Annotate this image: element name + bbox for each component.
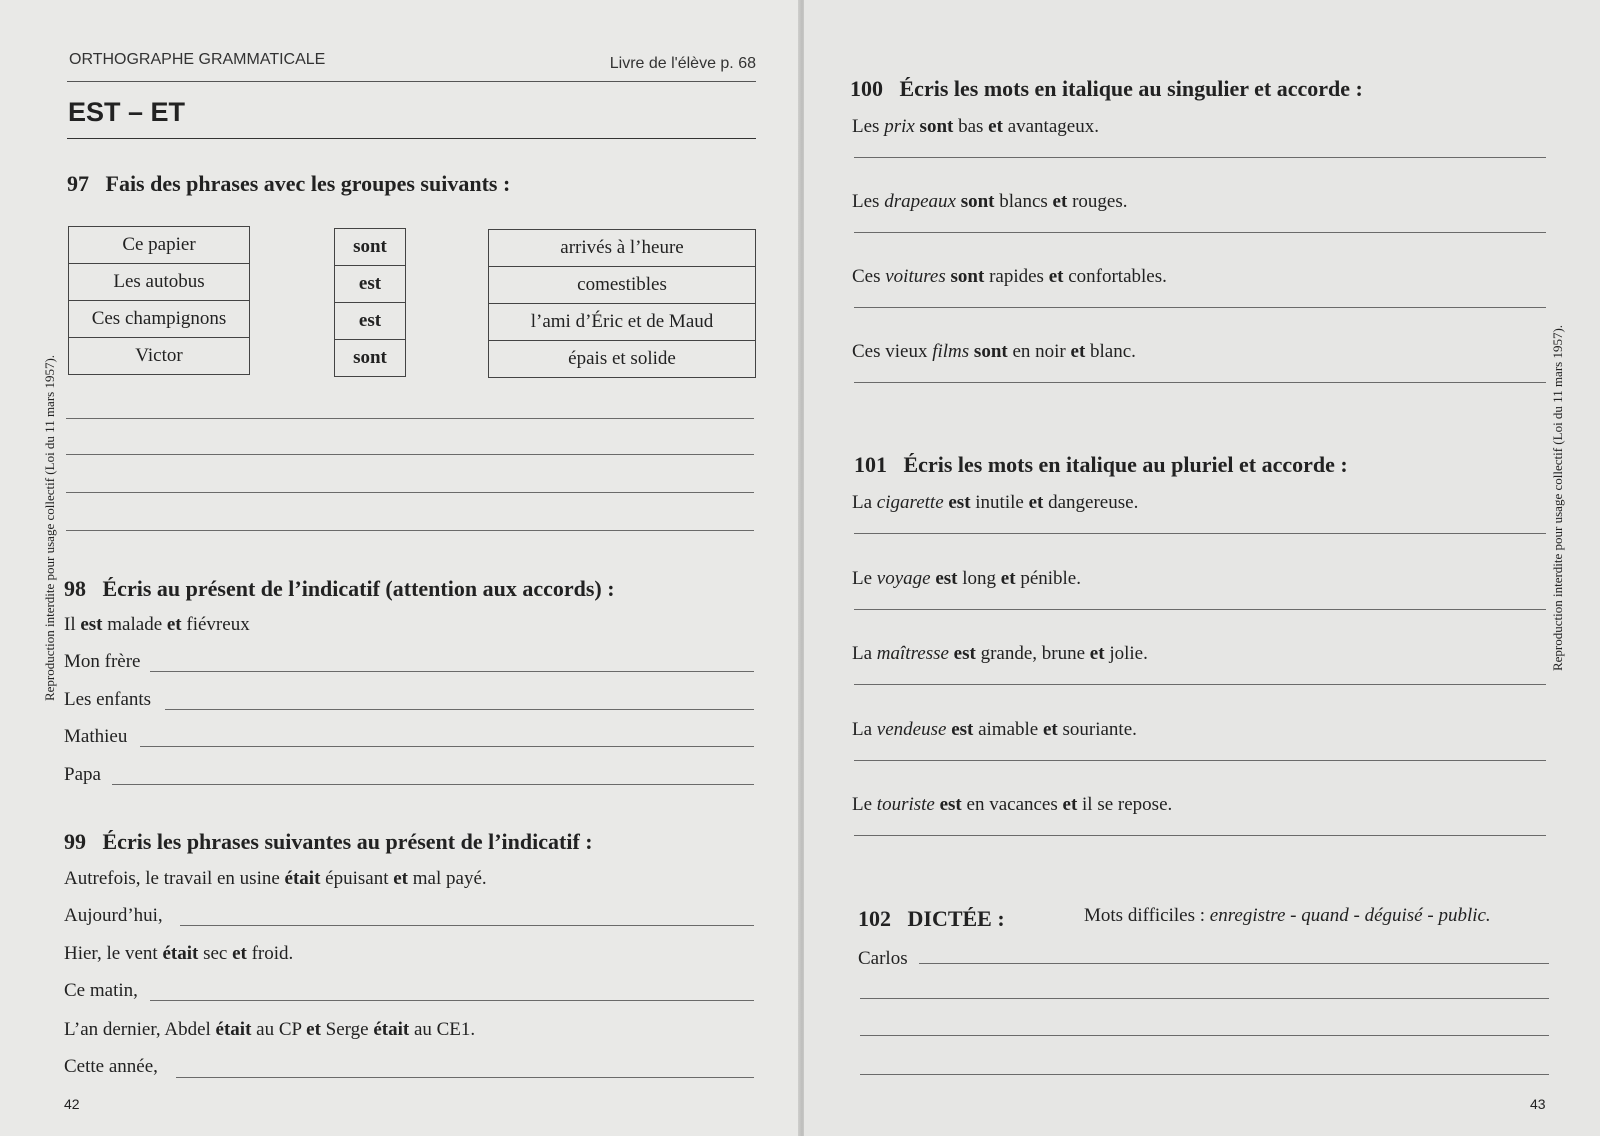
text-segment: Ces vieux xyxy=(852,341,933,362)
text-segment: sec xyxy=(198,943,233,964)
italic-word: voyage xyxy=(876,567,931,589)
text-segment: rouges. xyxy=(1067,191,1128,212)
text-segment: La xyxy=(852,643,877,664)
bold-word: sont xyxy=(919,116,954,137)
answer-line[interactable] xyxy=(919,963,1549,964)
answer-line[interactable] xyxy=(66,454,754,455)
sentence xyxy=(64,868,487,890)
answer-line[interactable] xyxy=(66,530,754,531)
sentence xyxy=(852,341,1136,363)
subject-cell: Ce papier xyxy=(69,227,249,264)
right-page xyxy=(804,0,1600,1136)
answer-line[interactable] xyxy=(66,492,754,493)
bold-word: était xyxy=(373,1019,410,1040)
bold-word: était xyxy=(215,1019,252,1040)
text-segment: confortables. xyxy=(1063,266,1167,287)
verb-cell: sont xyxy=(335,229,405,266)
answer-line[interactable] xyxy=(860,1074,1549,1075)
exercise-97-heading: 97 Fais des phrases avec les groupes suivants : xyxy=(67,171,511,196)
text-segment: bas xyxy=(953,116,989,137)
copyright-notice: Reproduction interdite pour usage collectif (Loi du 11 mars 1957). xyxy=(1550,324,1565,672)
copyright-notice: Reproduction interdite pour usage collectif (Loi du 11 mars 1957). xyxy=(42,354,57,702)
answer-line[interactable] xyxy=(854,232,1546,233)
text-segment: jolie. xyxy=(1104,643,1148,664)
verbs-box xyxy=(334,228,406,377)
text-segment: fiévreux xyxy=(181,614,250,635)
answer-line[interactable] xyxy=(854,835,1546,836)
page-number: 42 xyxy=(64,1096,80,1112)
prompt: Les enfants xyxy=(64,688,152,710)
sentence xyxy=(64,1019,475,1041)
text-segment: pénible. xyxy=(1015,567,1081,589)
text-segment: L’an dernier, Abdel xyxy=(64,1019,216,1040)
answer-line[interactable] xyxy=(180,925,754,926)
italic-word: cigarette xyxy=(876,492,944,513)
verb-cell: est xyxy=(335,303,405,340)
bold-word: sont xyxy=(960,191,995,212)
bold-word: et xyxy=(1028,492,1044,513)
complements-box xyxy=(488,229,756,378)
subject-cell: Victor xyxy=(135,345,183,366)
answer-line[interactable] xyxy=(150,1000,754,1001)
subject-cell: Ces champignons xyxy=(69,301,249,338)
bold-word: et xyxy=(1052,191,1068,212)
answer-line[interactable] xyxy=(854,307,1546,308)
complement-cell: arrivés à l’heure xyxy=(489,230,755,267)
text-segment: dangereuse. xyxy=(1043,492,1139,513)
title-rule xyxy=(67,138,756,139)
sentence xyxy=(852,266,1167,288)
sentence xyxy=(64,943,293,965)
sentence xyxy=(852,568,1081,590)
subjects-box xyxy=(68,226,250,375)
bold-word: et xyxy=(306,1019,321,1040)
example-sentence xyxy=(64,614,250,636)
answer-line[interactable] xyxy=(150,671,754,672)
bold-word: est xyxy=(951,718,974,740)
prompt: Mon frère xyxy=(64,651,141,672)
prompt: Mathieu xyxy=(64,726,128,747)
page-title: EST – ET xyxy=(68,97,186,127)
answer-line[interactable] xyxy=(66,418,754,419)
italic-word: drapeaux xyxy=(884,191,956,212)
text-segment: Ces xyxy=(852,266,886,287)
answer-line[interactable] xyxy=(176,1077,754,1078)
sentence xyxy=(852,643,1148,665)
text-segment: malade xyxy=(102,614,167,635)
prompt: Cette année, xyxy=(64,1056,158,1077)
italic-word: films xyxy=(932,341,970,362)
complement-cell: épais et solide xyxy=(568,348,676,369)
answer-line[interactable] xyxy=(860,998,1549,999)
text-segment: inutile xyxy=(970,492,1029,513)
text-segment: Il xyxy=(64,614,81,635)
answer-line[interactable] xyxy=(854,609,1546,610)
dictation-start: Carlos xyxy=(858,948,908,969)
bold-word: est xyxy=(935,567,958,589)
answer-line[interactable] xyxy=(854,760,1546,761)
bold-word: sont xyxy=(950,266,985,287)
bold-word: et xyxy=(1000,567,1016,589)
text-segment: Le xyxy=(852,794,877,815)
text-segment: blanc. xyxy=(1085,341,1136,362)
verb-cell: sont xyxy=(353,347,387,368)
bold-word: est xyxy=(953,643,976,664)
complement-cell: l’ami d’Éric et de Maud xyxy=(489,304,755,341)
answer-line[interactable] xyxy=(854,684,1546,685)
italic-word: touriste xyxy=(876,794,935,815)
book-reference: Livre de l'élève p. 68 xyxy=(609,55,756,72)
subject-cell: Les autobus xyxy=(69,264,249,301)
bold-word: était xyxy=(284,868,321,889)
prompt: Papa xyxy=(64,763,101,785)
text-segment: grande, brune xyxy=(975,643,1090,664)
answer-line[interactable] xyxy=(860,1035,1549,1036)
text-segment: blancs xyxy=(994,191,1053,212)
prompt: Aujourd’hui, xyxy=(64,905,163,926)
italic-word: maîtresse xyxy=(876,643,949,664)
text-segment: long xyxy=(957,567,1001,589)
answer-line[interactable] xyxy=(140,746,754,747)
bold-word: et xyxy=(1048,266,1064,287)
sentence xyxy=(852,116,1099,138)
answer-line[interactable] xyxy=(854,157,1546,158)
answer-line[interactable] xyxy=(112,784,754,785)
answer-line[interactable] xyxy=(854,382,1546,383)
bold-word: et xyxy=(1062,794,1078,815)
page-number: 43 xyxy=(1530,1096,1546,1112)
bold-word: et xyxy=(166,614,182,635)
complement-cell: comestibles xyxy=(489,267,755,304)
text-segment: rapides xyxy=(984,266,1049,287)
bold-word: sont xyxy=(973,341,1008,362)
bold-word: et xyxy=(1070,341,1086,362)
text-segment: La xyxy=(852,718,877,740)
text-segment: souriante. xyxy=(1057,718,1137,740)
section-header: ORTHOGRAPHE GRAMMATICALE xyxy=(69,51,326,68)
text-segment: avantageux. xyxy=(1002,116,1099,137)
text-segment: épuisant xyxy=(320,868,394,889)
answer-line[interactable] xyxy=(854,533,1546,534)
bold-word: et xyxy=(232,943,247,964)
italic-word: prix xyxy=(884,116,915,137)
bold-word: était xyxy=(162,943,199,964)
text-segment: Hier, le vent xyxy=(64,943,163,964)
exercise-102-heading: 102 DICTÉE : xyxy=(858,906,1005,931)
text-segment: au CP xyxy=(251,1019,307,1040)
bold-word: et xyxy=(1042,718,1058,740)
text-segment: il se repose. xyxy=(1077,794,1173,815)
text-segment: en vacances xyxy=(961,794,1063,815)
bold-word: est xyxy=(80,614,103,635)
exercise-98-heading: 98 Écris au présent de l’indicatif (attention aux accords) : xyxy=(64,576,615,601)
text-segment: Autrefois, le travail en usine xyxy=(64,868,285,889)
bold-word: et xyxy=(988,116,1003,137)
bold-word: est xyxy=(939,794,962,815)
difficult-words: Mots difficiles : enregistre - quand - déguisé - public. xyxy=(1084,905,1491,926)
sentence xyxy=(852,492,1138,514)
exercise-99-heading: 99 Écris les phrases suivantes au présent de l’indicatif : xyxy=(64,829,593,854)
italic-word: voitures xyxy=(885,266,946,287)
text-segment: froid. xyxy=(246,943,294,964)
bold-word: et xyxy=(1089,643,1105,664)
sentence xyxy=(852,794,1172,816)
bold-word: est xyxy=(948,492,971,513)
sentence xyxy=(852,719,1137,741)
answer-line[interactable] xyxy=(165,709,754,710)
text-segment: Les xyxy=(852,191,885,212)
header-rule xyxy=(67,81,756,82)
verb-cell: est xyxy=(335,266,405,303)
sentence xyxy=(852,191,1127,213)
text-segment: La xyxy=(852,492,877,513)
bold-word: et xyxy=(393,868,409,889)
text-segment: en noir xyxy=(1007,341,1071,362)
text-segment: Les xyxy=(852,116,885,137)
exercise-100-heading: 100 Écris les mots en italique au singulier et accorde : xyxy=(850,76,1363,101)
italic-word: vendeuse xyxy=(876,718,947,740)
text-segment: aimable xyxy=(973,718,1043,740)
text-segment: Le xyxy=(852,567,877,589)
text-segment: Serge xyxy=(320,1019,374,1040)
text-segment: mal payé. xyxy=(408,868,487,889)
text-segment: au CE1. xyxy=(409,1019,476,1040)
prompt: Ce matin, xyxy=(64,980,138,1001)
exercise-101-heading: 101 Écris les mots en italique au pluriel et accorde : xyxy=(854,452,1348,477)
